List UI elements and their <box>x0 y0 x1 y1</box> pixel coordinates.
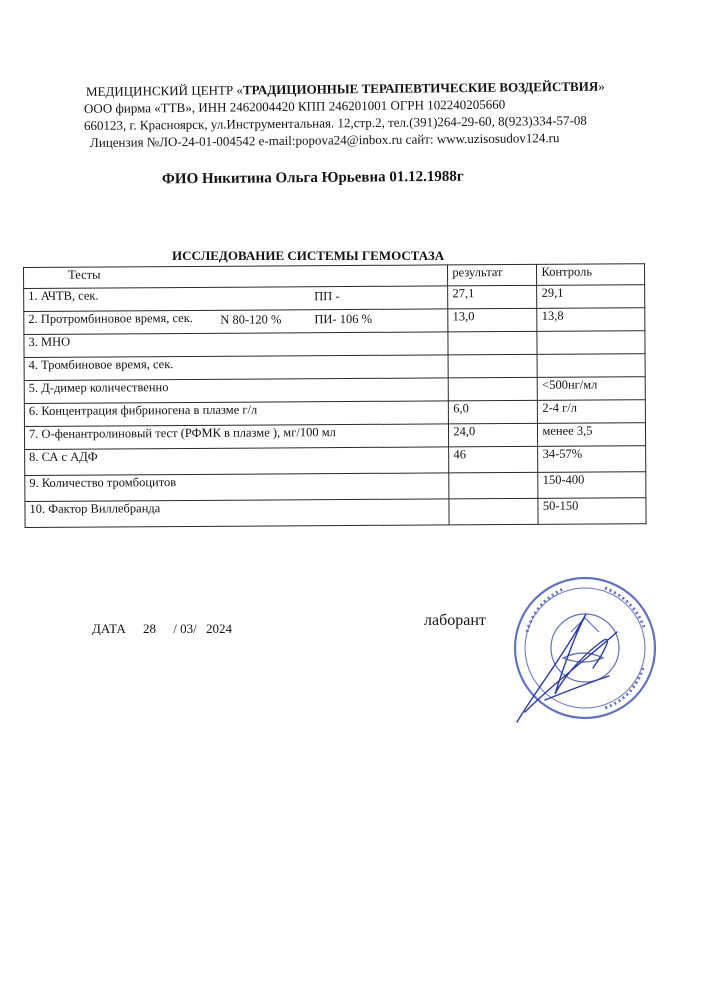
row-5-control: <500нг/мл <box>538 377 646 401</box>
row-10-result <box>449 498 538 525</box>
report-date <box>92 621 246 637</box>
row-6-result: 6,0 <box>449 400 538 424</box>
header-tests: Тесты <box>24 265 448 289</box>
clinic-license-line: Лицензия №ЛО-24-01-004542 e-mail:popova24@inbox.ru сайт: www.uzisosudov124.ru <box>89 130 560 150</box>
stamp-signature-graphic <box>505 572 715 752</box>
header-result: результат <box>448 264 537 286</box>
results-table <box>23 263 647 528</box>
study-title: ИССЛЕДОВАНИЕ СИСТЕМЫ ГЕМОСТАЗА <box>172 248 445 263</box>
clinic-name-bold: ТРАДИЦИОННЫЕ ТЕРАПЕВТИЧЕСКИЕ ВОЗДЕЙСТВИЯ <box>242 78 599 98</box>
stamp-icon <box>515 578 655 718</box>
row-7-result: 24,0 <box>449 423 538 447</box>
row-2-pi-label: ПИ- 106 % <box>314 311 373 327</box>
row-1-result: 27,1 <box>448 285 537 309</box>
row-9-control: 150-400 <box>538 472 646 499</box>
row-8-result: 46 <box>449 446 538 473</box>
row-2-control: 13,8 <box>537 308 645 332</box>
row-1-test <box>24 286 448 312</box>
row-2-result: 13,0 <box>448 308 537 332</box>
row-10-test: 10. Фактор Виллебранда <box>25 499 449 528</box>
row-2-test-label: 2. Протромбиновое время, сек. <box>28 310 193 326</box>
row-4-test: 4. Тромбиновое время, сек. <box>24 355 448 381</box>
row-6-test: 6. Концентрация фибриногена в плазме г/л <box>24 401 448 427</box>
laborant-label: лаборант <box>424 612 486 629</box>
clinic-address-line: 660123, г. Красноярск, ул.Инструментальная. 12,стр.2, тел.(391)264-29-60, 8(923)334-57-08 <box>83 112 587 133</box>
row-5-result <box>449 377 538 401</box>
row-4-control <box>537 354 645 378</box>
row-1-test-label: 1. АЧТВ, сек. <box>28 288 99 303</box>
date-label: ДАТА <box>92 621 126 636</box>
row-6-control: 2-4 г/л <box>538 400 646 424</box>
table-row <box>25 446 646 476</box>
row-2-test <box>24 309 448 335</box>
row-9-test: 9. Количество тромбоцитов <box>25 473 449 502</box>
date-day: 28 <box>143 621 157 636</box>
table-row <box>25 472 646 502</box>
clinic-name-prefix: МЕДИЦИНСКИЙ ЦЕНТР « <box>85 82 244 99</box>
row-9-result <box>449 472 538 499</box>
row-7-test: 7. О-фенантролиновый тест (РФМК в плазме ), мг/100 мл <box>24 424 448 450</box>
date-month: / 03/ <box>173 621 197 636</box>
row-1-control: 29,1 <box>537 285 645 309</box>
row-10-control: 50-150 <box>538 498 646 525</box>
row-8-control: 34-57% <box>538 446 646 473</box>
row-4-result <box>448 354 537 378</box>
patient-fio: ФИО Никитина Ольга Юрьевна 01.12.1988г <box>161 168 464 188</box>
row-3-result <box>448 331 537 355</box>
row-5-test: 5. Д-димер количественно <box>24 378 448 404</box>
row-3-test: 3. МНО <box>24 332 448 358</box>
row-1-pp-label: ПП - <box>314 289 340 304</box>
row-7-control: менее 3,5 <box>538 423 646 447</box>
clinic-requisites-line: ООО фирма «ТТВ», ИНН 2462004420 КПП 246201001 ОГРН 102240205660 <box>83 96 506 116</box>
row-2-norm-label: N 80-120 % <box>220 312 282 327</box>
clinic-name-line <box>86 79 605 100</box>
row-3-control <box>537 331 645 355</box>
header-control: Контроль <box>537 264 645 286</box>
table-row <box>25 498 646 528</box>
clinic-name-suffix: » <box>598 78 605 94</box>
date-year: 2024 <box>206 621 233 636</box>
row-8-test: 8. СА с АДФ <box>25 447 449 476</box>
